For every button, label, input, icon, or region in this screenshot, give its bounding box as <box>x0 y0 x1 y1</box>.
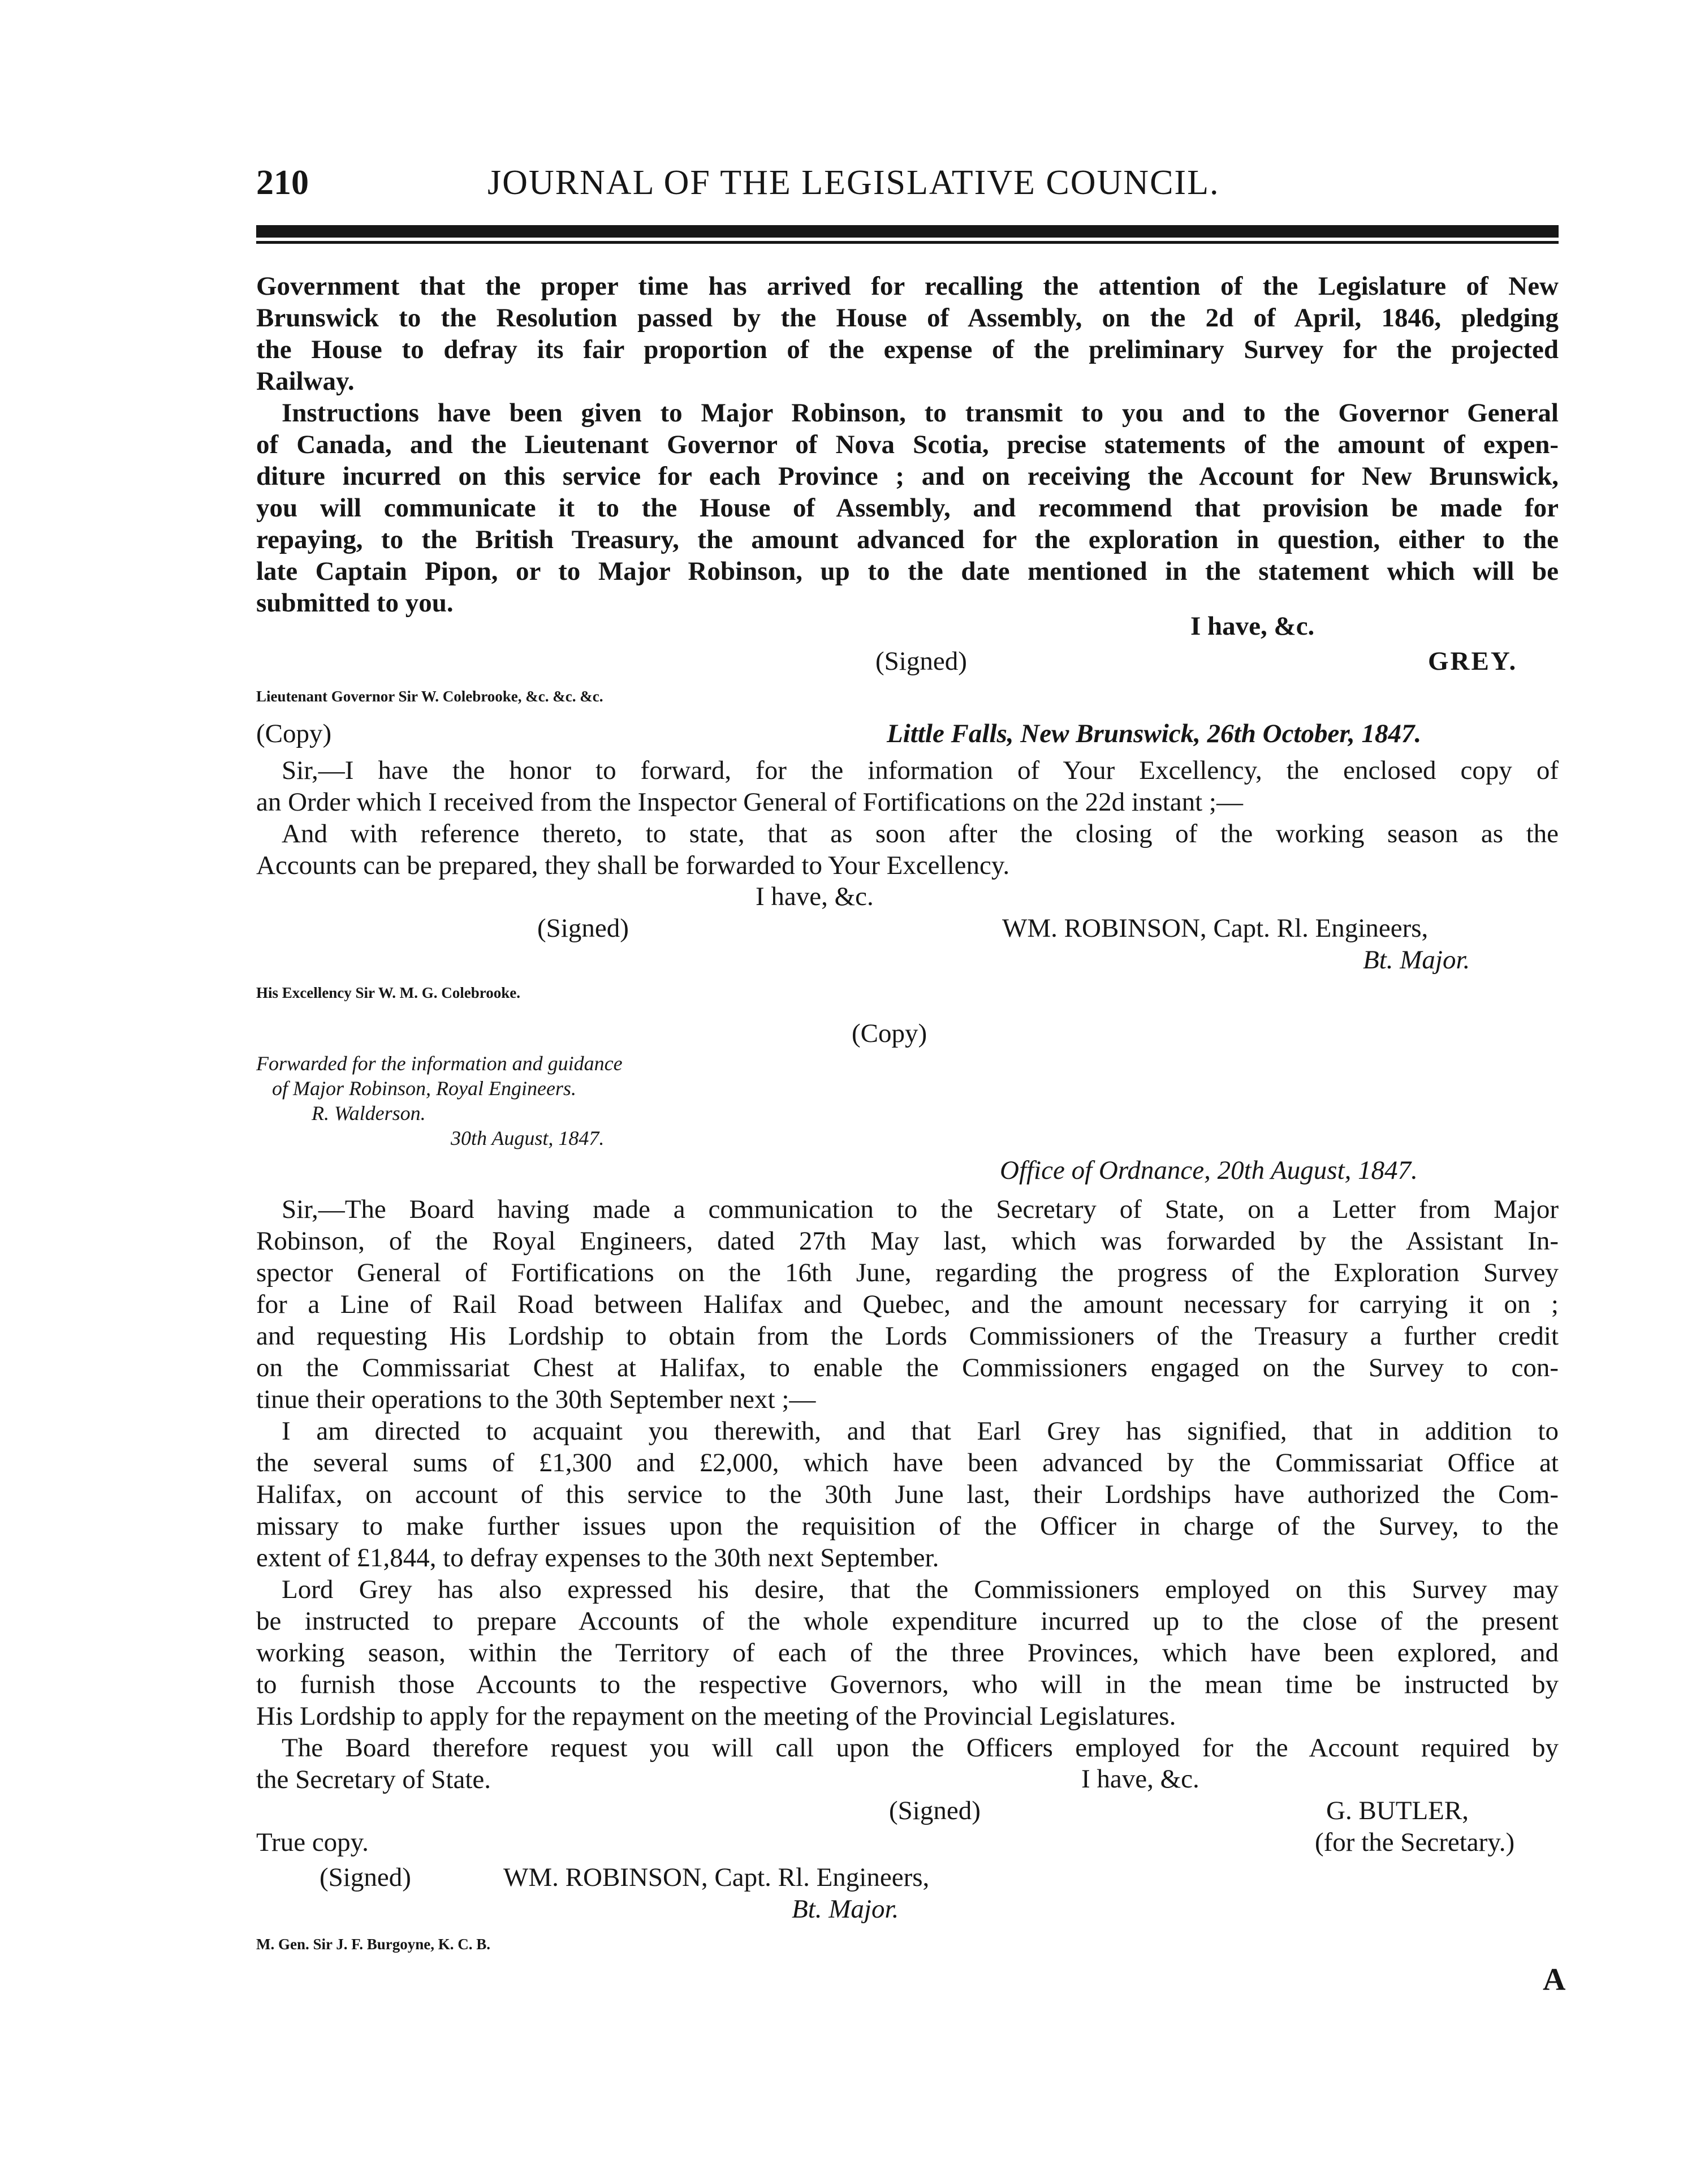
letter2-signed: (Signed) <box>537 914 629 943</box>
letter3-paragraph-1 <box>256 1194 1559 1415</box>
text-line: Lord Grey has also expressed his desire, that the Commissioners employed on this Survey may <box>282 1575 1559 1604</box>
text-line: you will communicate it to the House of Assembly, and recommend that provision be made for <box>256 493 1559 523</box>
text-line: the several sums of £1,300 and £2,000, which have been advanced by the Commissariat Office at <box>256 1448 1559 1477</box>
letter3-closing: I have, &c. <box>1081 1764 1199 1794</box>
true-copy-rank: Bt. Major. <box>792 1894 899 1924</box>
letter2-signer: WM. ROBINSON, Capt. Rl. Engineers, <box>1002 914 1429 943</box>
letter3-addressee: M. Gen. Sir J. F. Burgoyne, K. C. B. <box>256 1936 491 1953</box>
letter1-signed: (Signed) <box>875 647 967 676</box>
text-line: Halifax, on account of this service to the 30th June last, their Lordships have authorized the Com- <box>256 1480 1559 1509</box>
text-line: Railway. <box>256 367 355 396</box>
text-line: missary to make further issues upon the requisition of the Officer in charge of the Survey, to the <box>256 1511 1559 1541</box>
signature-mark: A <box>1543 1962 1566 1997</box>
letter3-paragraph-2 <box>256 1415 1559 1574</box>
text-line: The Board therefore request you will call upon the Officers employed for the Account required by <box>282 1733 1559 1763</box>
page-number: 210 <box>256 163 309 202</box>
text-line: the Secretary of State. <box>256 1765 491 1794</box>
text-line: of Canada, and the Lieutenant Governor of Nova Scotia, precise statements of the amount of expen- <box>256 430 1559 459</box>
text-line: Instructions have been given to Major Robinson, to transmit to you and to the Governor General <box>282 398 1559 428</box>
text-line: to furnish those Accounts to the respective Governors, who will in the mean time be instructed by <box>256 1670 1559 1699</box>
true-copy-signed: (Signed) <box>320 1863 411 1892</box>
letter1-paragraph-2 <box>256 397 1559 619</box>
text-line: late Captain Pipon, or to Major Robinson, up to the date mentioned in the statement which will be <box>256 557 1559 586</box>
header-rule-thin <box>256 241 1559 244</box>
text-line: an Order which I received from the Inspector General of Fortifications on the 22d instant ;— <box>256 787 1243 817</box>
text-line: And with reference thereto, to state, that as soon after the closing of the working season as the <box>282 819 1559 848</box>
text-line: tinue their operations to the 30th September next ;— <box>256 1385 816 1414</box>
text-line: working season, within the Territory of each of the three Provinces, which have been explored, and <box>256 1638 1559 1668</box>
letter3-paragraph-3 <box>256 1574 1559 1732</box>
text-line: spector General of Fortifications on the 16th June, regarding the progress of the Exploration Survey <box>256 1258 1559 1287</box>
text-line: for a Line of Rail Road between Halifax and Quebec, and the amount necessary for carrying it on ; <box>256 1290 1559 1319</box>
letter2-addressee: His Excellency Sir W. M. G. Colebrooke. <box>256 984 521 1001</box>
text-line: Sir,—I have the honor to forward, for the information of Your Excellency, the enclosed copy of <box>282 756 1559 785</box>
letter1-addressee: Lieutenant Governor Sir W. Colebrooke, &c. &c. &c. <box>256 688 603 705</box>
forwarded-signer: R. Walderson. <box>312 1102 426 1125</box>
text-line: and requesting His Lordship to obtain from the Lords Commissioners of the Treasury a further credit <box>256 1321 1559 1351</box>
text-line: repaying, to the British Treasury, the amount advanced for the exploration in question, either to the <box>256 525 1559 554</box>
text-line: on the Commissariat Chest at Halifax, to enable the Commissioners engaged on the Survey to con- <box>256 1353 1559 1382</box>
letter3-paragraph-4 <box>256 1732 1559 1795</box>
text-line: I am directed to acquaint you therewith, and that Earl Grey has signified, that in addition to <box>282 1416 1559 1446</box>
letter2-copy-label: (Copy) <box>256 719 332 748</box>
text-line: submitted to you. <box>256 588 454 618</box>
text-line: Accounts can be prepared, they shall be forwarded to Your Excellency. <box>256 851 1010 880</box>
letter3-signed: (Signed) <box>889 1796 981 1825</box>
running-title: JOURNAL OF THE LEGISLATIVE COUNCIL. <box>487 163 1220 202</box>
text-line: Government that the proper time has arrived for recalling the attention of the Legislature of New <box>256 272 1559 301</box>
letter1-paragraph-1 <box>256 270 1559 397</box>
forwarded-line: Forwarded for the information and guidance <box>256 1052 623 1075</box>
forwarded-line: of Major Robinson, Royal Engineers. <box>272 1077 576 1100</box>
letter3-copy-label: (Copy) <box>852 1019 927 1048</box>
forwarded-date: 30th August, 1847. <box>451 1127 605 1149</box>
header-rule-thick <box>256 225 1559 238</box>
forwarded-note <box>256 1051 623 1151</box>
text-line: diture incurred on this service for each Province ; and on receiving the Account for New Brunswick, <box>256 462 1559 491</box>
letter3-signer: G. BUTLER, <box>1326 1796 1469 1825</box>
text-line: Robinson, of the Royal Engineers, dated 27th May last, which was forwarded by the Assistant In- <box>256 1226 1559 1256</box>
true-copy-signer: WM. ROBINSON, Capt. Rl. Engineers, <box>503 1863 930 1892</box>
letter2-signer-rank: Bt. Major. <box>1363 945 1470 975</box>
text-line: the House to defray its fair proportion of the expense of the preliminary Survey for the projected <box>256 335 1559 364</box>
text-line: His Lordship to apply for the repayment on the meeting of the Provincial Legislatures. <box>256 1701 1176 1731</box>
letter3-dateline: Office of Ordnance, 20th August, 1847. <box>1000 1156 1418 1185</box>
letter2-body <box>256 755 1559 881</box>
letter2-closing: I have, &c. <box>756 882 874 911</box>
text-line: be instructed to prepare Accounts of the whole expenditure incurred up to the close of the present <box>256 1606 1559 1636</box>
letter2-dateline: Little Falls, New Brunswick, 26th October, 1847. <box>887 719 1422 748</box>
text-line: extent of £1,844, to defray expenses to the 30th next September. <box>256 1543 939 1573</box>
letter1-signer: GREY. <box>1428 647 1518 676</box>
letter1-closing: I have, &c. <box>1190 611 1315 641</box>
text-line: Brunswick to the Resolution passed by the House of Assembly, on the 2d of April, 1846, pledging <box>256 303 1559 333</box>
text-line: Sir,—The Board having made a communication to the Secretary of State, on a Letter from Major <box>282 1195 1559 1224</box>
true-copy-label: True copy. <box>256 1828 369 1857</box>
letter3-signer-role: (for the Secretary.) <box>1315 1828 1515 1857</box>
